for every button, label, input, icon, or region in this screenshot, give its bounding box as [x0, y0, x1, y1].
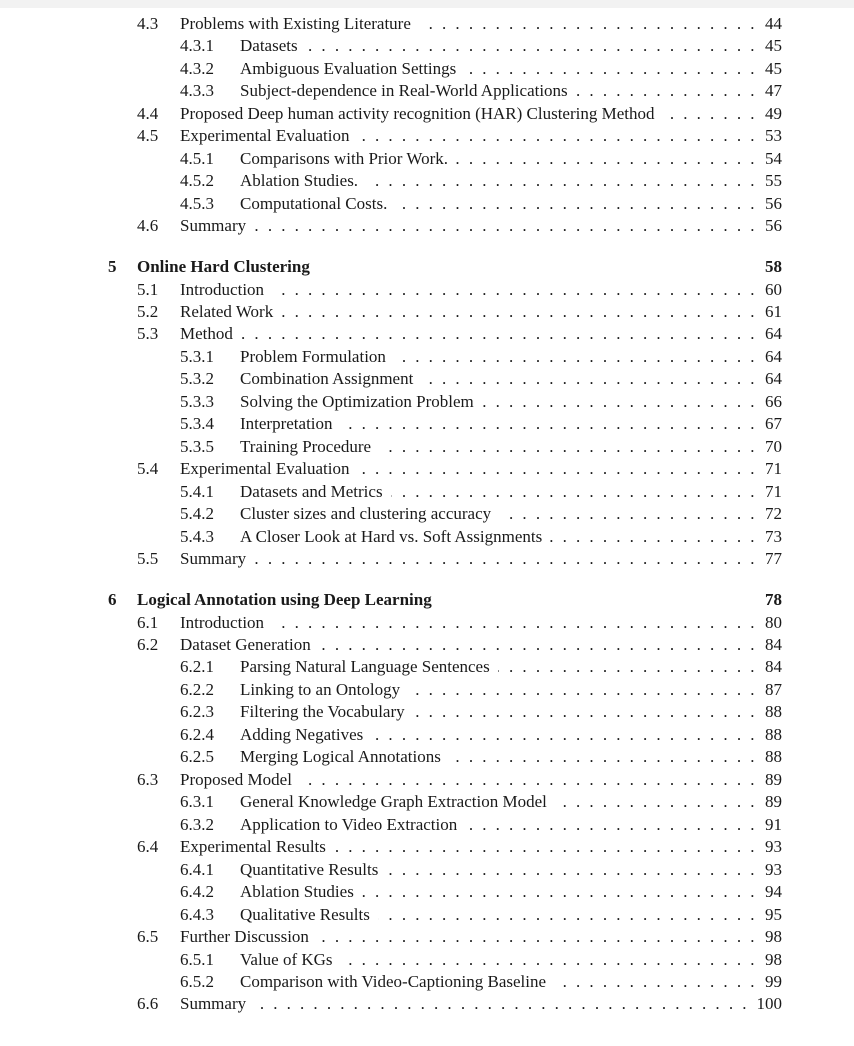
dot-leader — [254, 993, 747, 1015]
entry-number: 6.4.1 — [180, 860, 214, 879]
toc-entry[interactable] — [0, 215, 854, 237]
entry-page-number: 45 — [765, 59, 782, 78]
entry-title: Further Discussion — [180, 927, 309, 946]
toc-entry[interactable] — [0, 836, 854, 858]
entry-page-number: 66 — [765, 392, 782, 411]
toc-entry[interactable] — [0, 301, 854, 323]
dot-leader — [319, 634, 755, 656]
entry-page-number: 80 — [765, 613, 782, 632]
entry-title: Cluster sizes and clustering accuracy — [240, 504, 492, 523]
dot-leader — [334, 836, 755, 858]
entry-page-number: 56 — [765, 194, 782, 213]
dot-leader — [341, 413, 755, 435]
entry-number: 5.3.2 — [180, 369, 214, 388]
dot-leader — [379, 436, 755, 458]
toc-entry[interactable] — [0, 634, 854, 656]
entry-title: Problem Formulation — [240, 347, 386, 366]
entry-page-number: 88 — [765, 702, 782, 721]
entry-page-number: 95 — [765, 905, 782, 924]
entry-number: 6.3.1 — [180, 792, 214, 811]
entry-page-number: 54 — [765, 149, 782, 168]
entry-title: Datasets — [240, 36, 298, 55]
entry-number: 5.5 — [137, 549, 159, 568]
top-edge — [0, 0, 854, 8]
entry-number: 4.5.3 — [180, 194, 214, 213]
dot-leader — [272, 279, 755, 301]
entry-page-number: 71 — [765, 482, 782, 501]
entry-page-number: 55 — [765, 171, 782, 190]
entry-title: Online Hard Clustering — [137, 257, 310, 276]
entry-number: 6.2.1 — [180, 657, 214, 676]
dot-leader — [395, 193, 755, 215]
entry-number: 6.5 — [137, 927, 159, 946]
toc-entry[interactable] — [0, 612, 854, 634]
dot-leader — [419, 13, 755, 35]
toc-entry[interactable] — [0, 193, 854, 215]
entry-title: Dataset Generation — [180, 635, 311, 654]
toc-entry[interactable] — [0, 526, 854, 548]
toc-entry[interactable] — [0, 58, 854, 80]
entry-number: 5.1 — [137, 280, 159, 299]
entry-page-number: 49 — [765, 104, 782, 123]
dot-leader — [421, 368, 755, 390]
entry-page-number: 88 — [765, 725, 782, 744]
toc-entry[interactable] — [0, 458, 854, 480]
entry-page-number: 45 — [765, 36, 782, 55]
dot-leader — [378, 904, 755, 926]
entry-page-number: 73 — [765, 527, 782, 546]
entry-number: 6.2.3 — [180, 702, 214, 721]
entry-title: Ablation Studies. — [240, 171, 359, 190]
entry-number: 4.4 — [137, 104, 159, 123]
entry-title: Interpretation — [240, 414, 333, 433]
toc-entry[interactable] — [0, 746, 854, 768]
toc-entry[interactable] — [0, 926, 854, 948]
entry-title: A Closer Look at Hard vs. Soft Assignments — [240, 527, 543, 546]
dot-leader — [386, 859, 755, 881]
toc-entry[interactable] — [0, 323, 854, 345]
entry-title: Quantitative Results — [240, 860, 379, 879]
dot-leader — [482, 391, 755, 413]
entry-title: Combination Assignment — [240, 369, 414, 388]
entry-title: Method — [180, 324, 233, 343]
entry-number: 6 — [108, 590, 117, 609]
toc-entry[interactable] — [0, 791, 854, 813]
entry-title: Logical Annotation using Deep Learning — [137, 590, 432, 609]
entry-number: 6.5.1 — [180, 950, 214, 969]
entry-number: 6.2 — [137, 635, 159, 654]
toc-entry[interactable] — [0, 148, 854, 170]
entry-title: Filtering the Vocabulary — [240, 702, 405, 721]
entry-title: Qualitative Results — [240, 905, 370, 924]
toc-entry[interactable] — [0, 971, 854, 993]
entry-number: 6.5.2 — [180, 972, 214, 991]
dot-leader — [464, 58, 755, 80]
entry-page-number: 93 — [765, 837, 782, 856]
entry-title: Adding Negatives — [240, 725, 364, 744]
toc-entry[interactable] — [0, 279, 854, 301]
dot-leader — [465, 814, 755, 836]
toc-entry[interactable] — [0, 481, 854, 503]
entry-title: Parsing Natural Language Sentences — [240, 657, 490, 676]
entry-page-number: 87 — [765, 680, 782, 699]
entry-number: 4.3 — [137, 14, 159, 33]
entry-number: 6.4 — [137, 837, 159, 856]
entry-title: Problems with Existing Literature — [180, 14, 411, 33]
toc-entry[interactable] — [0, 769, 854, 791]
entry-number: 5 — [108, 257, 117, 276]
toc-entry[interactable] — [0, 170, 854, 192]
entry-number: 4.6 — [137, 216, 159, 235]
toc-entry[interactable] — [0, 413, 854, 435]
entry-number: 4.3.3 — [180, 81, 214, 100]
entry-page-number: 91 — [765, 815, 782, 834]
entry-page-number: 58 — [765, 257, 782, 276]
entry-number: 6.4.2 — [180, 882, 214, 901]
entry-number: 5.2 — [137, 302, 159, 321]
entry-title: Summary — [180, 994, 247, 1013]
dot-leader — [456, 148, 755, 170]
toc-entry[interactable] — [0, 35, 854, 57]
dot-leader — [317, 926, 755, 948]
entry-number: 6.2.5 — [180, 747, 214, 766]
dot-leader — [498, 656, 755, 678]
dot-leader — [362, 881, 755, 903]
dot-leader — [300, 769, 755, 791]
entry-title: Merging Logical Annotations — [240, 747, 441, 766]
entry-title: Introduction — [180, 280, 265, 299]
entry-number: 6.1 — [137, 613, 159, 632]
entry-number: 5.3.5 — [180, 437, 214, 456]
entry-title: Experimental Evaluation — [180, 459, 350, 478]
entry-page-number: 64 — [765, 324, 782, 343]
toc-entry[interactable] — [0, 904, 854, 926]
entry-page-number: 99 — [765, 972, 782, 991]
dot-leader — [550, 526, 755, 548]
entry-page-number: 70 — [765, 437, 782, 456]
toc-entry[interactable] — [0, 949, 854, 971]
entry-number: 6.3.2 — [180, 815, 214, 834]
dot-leader — [366, 170, 755, 192]
entry-title: Introduction — [180, 613, 265, 632]
entry-page-number: 98 — [765, 950, 782, 969]
dot-leader — [254, 215, 755, 237]
dot-leader — [663, 103, 755, 125]
entry-page-number: 84 — [765, 657, 782, 676]
entry-number: 5.4.3 — [180, 527, 214, 546]
toc-chapter-entry[interactable] — [0, 256, 854, 278]
dot-leader — [272, 612, 755, 634]
entry-title: Application to Video Extraction — [240, 815, 458, 834]
toc-entry[interactable] — [0, 701, 854, 723]
entry-title: Linking to an Ontology — [240, 680, 401, 699]
toc-entry[interactable] — [0, 391, 854, 413]
dot-leader — [306, 35, 755, 57]
entry-title: Subject-dependence in Real-World Applications — [240, 81, 568, 100]
entry-number: 4.5.2 — [180, 171, 214, 190]
entry-page-number: 98 — [765, 927, 782, 946]
toc-entry[interactable] — [0, 125, 854, 147]
entry-number: 6.4.3 — [180, 905, 214, 924]
dot-leader — [413, 701, 755, 723]
entry-page-number: 47 — [765, 81, 782, 100]
entry-number: 4.5 — [137, 126, 159, 145]
entry-page-number: 88 — [765, 747, 782, 766]
entry-title: Experimental Evaluation — [180, 126, 350, 145]
entry-number: 6.2.2 — [180, 680, 214, 699]
entry-title: Computational Costs. — [240, 194, 388, 213]
dot-leader — [371, 724, 755, 746]
toc-entry[interactable] — [0, 814, 854, 836]
toc-entry[interactable] — [0, 656, 854, 678]
entry-number: 5.3 — [137, 324, 159, 343]
toc-entry[interactable] — [0, 993, 854, 1015]
entry-number: 4.3.1 — [180, 36, 214, 55]
entry-title: Value of KGs — [240, 950, 333, 969]
entry-page-number: 94 — [765, 882, 782, 901]
entry-page-number: 78 — [765, 590, 782, 609]
toc-entry[interactable] — [0, 881, 854, 903]
entry-title: Related Work — [180, 302, 274, 321]
entry-title: Comparisons with Prior Work. — [240, 149, 448, 168]
entry-number: 5.4.1 — [180, 482, 214, 501]
toc-chapter-entry[interactable] — [0, 589, 854, 611]
dot-leader — [394, 346, 755, 368]
entry-number: 4.3.2 — [180, 59, 214, 78]
entry-page-number: 64 — [765, 347, 782, 366]
entry-page-number: 71 — [765, 459, 782, 478]
entry-page-number: 61 — [765, 302, 782, 321]
toc-entry[interactable] — [0, 13, 854, 35]
dot-leader — [555, 791, 755, 813]
entry-title: Ablation Studies — [240, 882, 354, 901]
toc-entry[interactable] — [0, 346, 854, 368]
entry-page-number: 93 — [765, 860, 782, 879]
entry-page-number: 100 — [756, 994, 782, 1013]
entry-title: Proposed Model — [180, 770, 292, 789]
dot-leader — [391, 481, 755, 503]
toc-entry[interactable] — [0, 503, 854, 525]
dot-leader — [449, 746, 755, 768]
entry-title: Summary — [180, 549, 247, 568]
entry-page-number: 53 — [765, 126, 782, 145]
toc-entry[interactable] — [0, 724, 854, 746]
entry-title: Experimental Results — [180, 837, 326, 856]
entry-title: Solving the Optimization Problem — [240, 392, 474, 411]
entry-page-number: 77 — [765, 549, 782, 568]
toc-entry[interactable] — [0, 859, 854, 881]
dot-leader — [408, 679, 755, 701]
toc-entry[interactable] — [0, 679, 854, 701]
dot-leader — [357, 458, 755, 480]
dot-leader — [357, 125, 755, 147]
dot-leader — [281, 301, 755, 323]
entry-page-number: 89 — [765, 770, 782, 789]
dot-leader — [576, 80, 755, 102]
entry-number: 5.4 — [137, 459, 159, 478]
entry-page-number: 44 — [765, 14, 782, 33]
dot-leader — [341, 949, 755, 971]
entry-title: Ambiguous Evaluation Settings — [240, 59, 457, 78]
entry-number: 6.3 — [137, 770, 159, 789]
dot-leader — [554, 971, 755, 993]
entry-page-number: 67 — [765, 414, 782, 433]
entry-page-number: 84 — [765, 635, 782, 654]
entry-number: 5.3.4 — [180, 414, 214, 433]
dot-leader — [254, 548, 755, 570]
entry-page-number: 72 — [765, 504, 782, 523]
entry-page-number: 89 — [765, 792, 782, 811]
toc-entry[interactable] — [0, 80, 854, 102]
entry-page-number: 64 — [765, 369, 782, 388]
dot-leader — [499, 503, 755, 525]
entry-page-number: 56 — [765, 216, 782, 235]
dot-leader — [241, 323, 755, 345]
entry-title: Comparison with Video-Captioning Baseline — [240, 972, 547, 991]
entry-number: 5.3.1 — [180, 347, 214, 366]
entry-number: 6.6 — [137, 994, 159, 1013]
entry-title: Datasets and Metrics — [240, 482, 383, 501]
toc-entry[interactable] — [0, 103, 854, 125]
entry-title: Summary — [180, 216, 247, 235]
toc-entry[interactable] — [0, 368, 854, 390]
entry-title: General Knowledge Graph Extraction Model — [240, 792, 547, 811]
entry-number: 5.4.2 — [180, 504, 214, 523]
entry-title: Training Procedure — [240, 437, 372, 456]
toc-entry[interactable] — [0, 548, 854, 570]
entry-number: 5.3.3 — [180, 392, 214, 411]
entry-page-number: 60 — [765, 280, 782, 299]
entry-title: Proposed Deep human activity recognition (HAR) Clustering Method — [180, 104, 655, 123]
entry-number: 4.5.1 — [180, 149, 214, 168]
toc-entry[interactable] — [0, 436, 854, 458]
entry-number: 6.2.4 — [180, 725, 214, 744]
